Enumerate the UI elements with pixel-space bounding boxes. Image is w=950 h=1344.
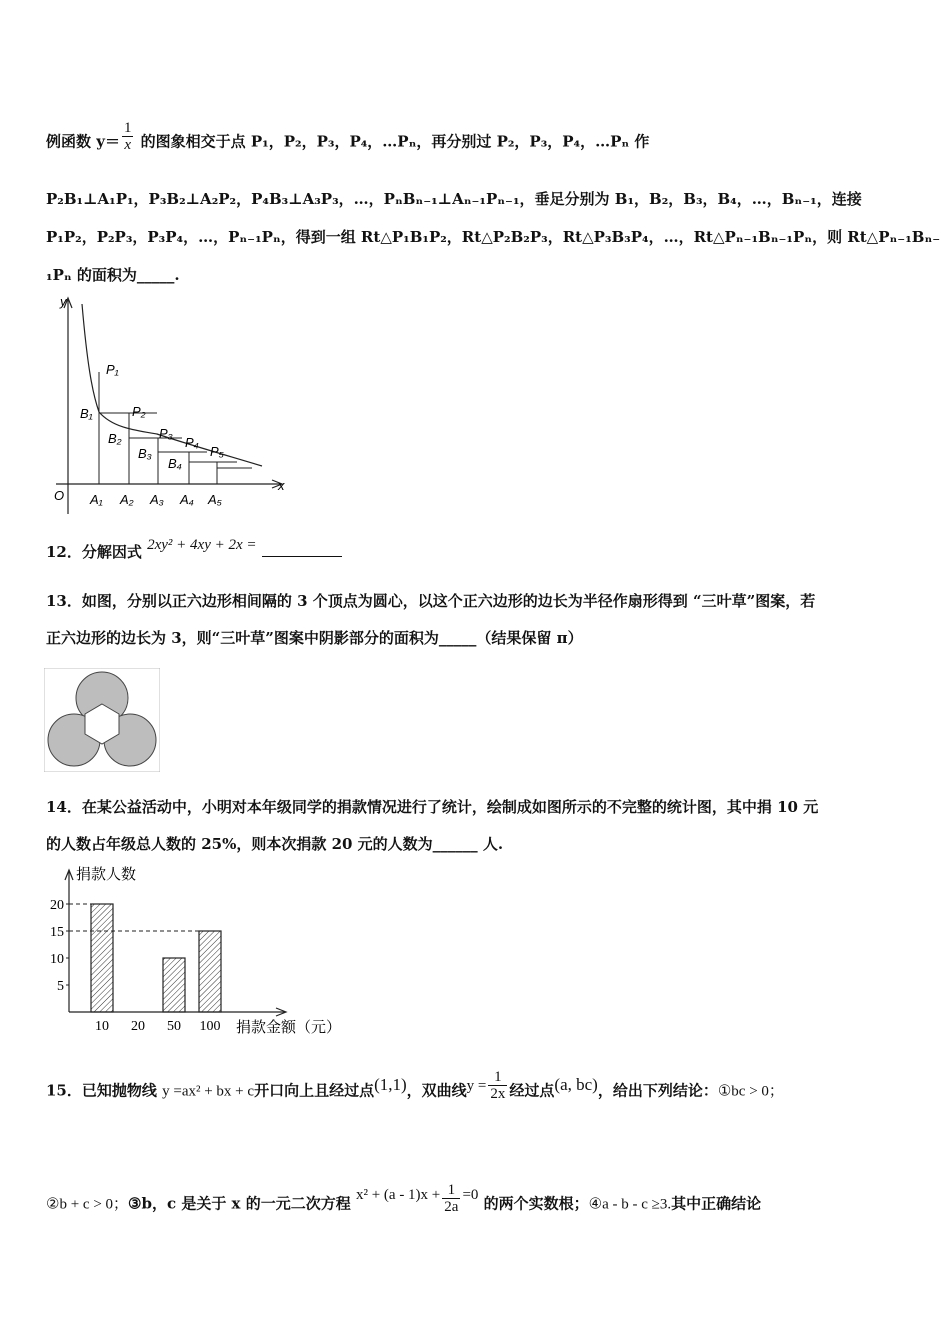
x-tick-label: 100 [199,1019,221,1034]
q11-line1-a: 例函数 y＝ [46,132,120,151]
fig-b1: B₁ [80,406,93,421]
q15-line2 [46,1182,762,1221]
q15-equation-rhs: =0 [462,1186,479,1203]
q15-tail: 其中正确结论 [671,1194,762,1213]
q15-line1 [46,1069,784,1108]
q15-point2: (a, bc) [554,1074,598,1094]
q15-text-b: 开口向上且经过点 [254,1081,375,1100]
y-tick-label: 15 [50,925,64,940]
x-tick-label: 50 [167,1019,181,1034]
fig-p4: P₄ [185,435,199,450]
q13-line1: 13．如图，分别以正六边形相间隔的 3 个顶点为圆心，以这个正六边形的边长为半径作扇形得到 “三叶草”图案，若 [46,592,816,610]
q11-line1 [46,120,650,159]
fig-b3: B₃ [138,446,152,461]
fraction-1-over-x [122,120,134,153]
q15-conclusion-3a: ③b，c 是关于 x 的一元二次方程 [128,1194,351,1213]
frac-num: 1 [123,120,132,136]
fig-a5: A₅ [208,492,222,507]
q15-conclusion-4: ④a - b - c ≥3. [588,1196,672,1213]
q15-conclusion-1: ①bc > 0； [717,1083,784,1100]
q15-intro: 15．已知抛物线 [46,1081,163,1100]
fig-origin-label: O [54,488,65,503]
fig-x-label: x [278,478,285,493]
q12-label: 12．分解因式 [46,543,142,561]
q15-conclusion-3b: 的两个实数根； [483,1194,589,1213]
fig-p3: P₃ [159,426,173,441]
bar-50 [163,958,185,1012]
q11-line3: P₁P₂，P₂P₃，P₃P₄，…，Pₙ₋₁Pₙ，得到一组 Rt△P₁B₁P₂，Rt△P₂B₂P₃，Rt△P₃B₃P₄，…，Rt△Pₙ₋₁Bₙ₋₁Pₙ，则 Rt△Pₙ₋₁Bₙ₋ [46,228,941,246]
q11-line2: P₂B₁⊥A₁P₁，P₃B₂⊥A₂P₂，P₄B₃⊥A₃P₃，…，PₙBₙ₋₁⊥Aₙ₋₁Pₙ₋₁，垂足分别为 B₁，B₂，B₃，B₄，…，Bₙ₋₁，连接 [46,190,862,208]
q14-line1: 14．在某公益活动中，小明对本年级同学的捐款情况进行了统计，绘制成如图所示的不完整的统计图，其中捐 10 元 [46,798,819,816]
q11-figure [42,292,292,522]
q15-hyperbola-frac [488,1069,507,1102]
q15-text-c: ，双曲线 [406,1081,467,1100]
eq-den: 2a [444,1199,459,1215]
fig-b4: B₄ [168,456,182,471]
frac-den: x [124,137,132,153]
q15-text-d: 经过点 [509,1081,555,1100]
fig-a1: A₁ [90,492,103,507]
bar-100 [199,931,221,1012]
q13-line2: 正六边形的边长为 3，则“三叶草”图案中阴影部分的面积为_____（结果保留 π） [46,629,583,647]
q15-point1: (1,1) [374,1074,407,1094]
q14-line2: 的人数占年级总人数的 25%，则本次捐款 20 元的人数为______ 人. [46,835,504,853]
q15-parabola: y =ax² + bx + c [162,1083,255,1100]
chart-ylabel: 捐款人数 [76,865,137,883]
x-tick-label: 10 [95,1019,109,1034]
fig-a4: A₄ [180,492,194,507]
eq-num: 1 [442,1182,460,1199]
y-tick-label: 5 [57,979,64,994]
fig-y-label: y [60,294,67,309]
fig-b2: B₂ [108,431,122,446]
q12-line [46,537,342,563]
y-tick-label: 20 [50,898,64,913]
chart-xlabel: 捐款金额（元） [236,1018,342,1036]
hyp-den: 2x [490,1086,506,1102]
q14-bar-chart [40,862,360,1037]
fig-p2: P₂ [132,404,146,419]
fig-a2: A₂ [120,492,134,507]
q11-line1-b: 的图象相交于点 P₁，P₂，P₃，P₄，…Pₙ，再分别过 P₂，P₃，P₄，…Pₙ 作 [135,132,650,151]
fig-p1: P₁ [106,362,119,377]
q15-equation: x² + (a - 1)x + [355,1186,441,1203]
q15-text-e: ，给出下列结论： [597,1081,718,1100]
q15-equation-frac [442,1182,460,1215]
q12-expression: 2xy² + 4xy + 2x = [147,537,257,553]
hyp-num: 1 [488,1069,507,1086]
bar-10 [91,904,113,1012]
q13-trefoil-figure [44,668,160,772]
y-tick-label: 10 [50,952,64,967]
q11-line4: ₁Pₙ 的面积为_____. [46,266,180,284]
fig-p5: P₅ [210,444,224,459]
q15-hyperbola-lhs: y = [466,1077,487,1094]
q15-conclusion-2: ②b + c > 0； [46,1196,129,1213]
q12-answer-blank [262,556,342,557]
x-tick-label: 20 [131,1019,145,1034]
fig-a3: A₃ [150,492,164,507]
